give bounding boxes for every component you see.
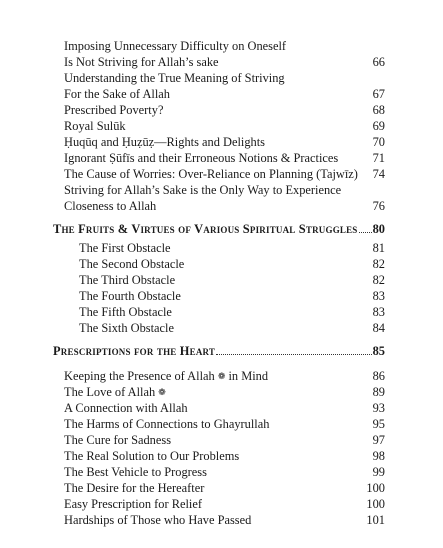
- toc-entry-page: 66: [372, 55, 385, 69]
- toc-entry-title: A Connection with Allah: [64, 401, 188, 415]
- toc-entry-page: 82: [372, 257, 385, 271]
- toc-entry-title: The Cure for Sadness: [64, 433, 172, 447]
- toc-entry-title: Closeness to Allah: [64, 199, 157, 213]
- toc-entry: [0, 304, 443, 320]
- toc-entry-page: 82: [372, 273, 385, 287]
- toc-entry: [0, 368, 443, 384]
- toc-entry: [0, 448, 443, 464]
- toc-entry-title: The Sixth Obstacle: [79, 321, 174, 335]
- toc-entry-title: Prescribed Poverty?: [64, 103, 164, 117]
- toc-entry: [0, 416, 443, 432]
- toc-entry-title: The Best Vehicle to Progress: [64, 465, 207, 479]
- ornament-icon: ❁: [217, 371, 226, 381]
- table-of-contents: [0, 38, 443, 528]
- section-title: Prescriptions for the Heart: [53, 344, 216, 358]
- toc-entry: [0, 38, 443, 54]
- toc-entry-page: 99: [372, 465, 385, 479]
- toc-entry: [0, 54, 443, 70]
- toc-entry: [0, 256, 443, 272]
- toc-entry: [0, 198, 443, 214]
- toc-entry: [0, 496, 443, 512]
- toc-entry-page: 74: [372, 167, 385, 181]
- dot-leader: [359, 232, 372, 233]
- toc-entry-title: Hardships of Those who Have Passed: [64, 513, 252, 527]
- toc-entry: [0, 512, 443, 528]
- toc-entry-title: Striving for Allah’s Sake is the Only Way to Experience: [64, 183, 342, 197]
- toc-entry-title: Keeping the Presence of Allah ❁ in Mind: [64, 369, 269, 383]
- toc-entry-page: 100: [366, 497, 385, 511]
- toc-entry-title: Ignorant Ṣūfīs and their Erroneous Notions & Practices: [64, 151, 339, 165]
- toc-entry-page: 100: [366, 481, 385, 495]
- toc-entry: [0, 384, 443, 400]
- toc-entry-title: The Real Solution to Our Problems: [64, 449, 240, 463]
- toc-entry-page: 93: [372, 401, 385, 415]
- toc-entry-page: 97: [372, 433, 385, 447]
- toc-entry-page: 68: [372, 103, 385, 117]
- toc-entry-page: 84: [372, 321, 385, 335]
- toc-entry-title: The Third Obstacle: [79, 273, 176, 287]
- toc-entry-title: Ḥuqūq and Ḥuẓūẓ—Rights and Delights: [64, 135, 265, 149]
- toc-entry-page: 83: [372, 305, 385, 319]
- toc-entry: [0, 432, 443, 448]
- toc-entry-title: Imposing Unnecessary Difficulty on Oneself: [64, 39, 287, 53]
- toc-entry: [0, 288, 443, 304]
- toc-entry-page: 70: [372, 135, 385, 149]
- toc-entry-page: 89: [372, 385, 385, 399]
- toc-entry: [0, 134, 443, 150]
- toc-entry: [0, 150, 443, 166]
- section-heading: [0, 218, 443, 240]
- toc-entry-title: The Second Obstacle: [79, 257, 185, 271]
- toc-entry: [0, 400, 443, 416]
- toc-entry-title: Royal Sulūk: [64, 119, 126, 133]
- toc-entry-page: 83: [372, 289, 385, 303]
- toc-entry: [0, 272, 443, 288]
- toc-entry-page: 69: [372, 119, 385, 133]
- dot-leader: [216, 354, 372, 355]
- toc-entry-page: 67: [372, 87, 385, 101]
- toc-entry: [0, 464, 443, 480]
- toc-entry-title: The First Obstacle: [79, 241, 171, 255]
- toc-entry-title: Understanding the True Meaning of Striving: [64, 71, 285, 85]
- toc-entry-page: 98: [372, 449, 385, 463]
- section-page: 85: [372, 344, 385, 358]
- toc-entry: [0, 240, 443, 256]
- section-title: The Fruits & Virtues of Various Spiritual Struggles: [53, 222, 358, 236]
- toc-entry-page: 86: [372, 369, 385, 383]
- section-heading: [0, 340, 443, 362]
- toc-entry-title: The Fifth Obstacle: [79, 305, 172, 319]
- toc-entry-page: 76: [372, 199, 385, 213]
- toc-entry-title: Easy Prescription for Relief: [64, 497, 202, 511]
- toc-entry: [0, 102, 443, 118]
- toc-entry: [0, 166, 443, 182]
- toc-entry-title: For the Sake of Allah: [64, 87, 170, 101]
- toc-entry-title: Is Not Striving for Allah’s sake: [64, 55, 219, 69]
- toc-entry: [0, 480, 443, 496]
- ornament-icon: ❁: [158, 387, 166, 397]
- toc-entry: [0, 182, 443, 198]
- toc-entry-page: 71: [372, 151, 385, 165]
- toc-entry-title: The Harms of Connections to Ghayrullah: [64, 417, 270, 431]
- section-page: 80: [372, 222, 385, 236]
- toc-entry: [0, 86, 443, 102]
- toc-entry-title: The Cause of Worries: Over-Reliance on Planning (Tajwīz): [64, 167, 358, 181]
- toc-entry-title: The Fourth Obstacle: [79, 289, 181, 303]
- toc-entry: [0, 118, 443, 134]
- toc-entry: [0, 70, 443, 86]
- toc-entry-page: 101: [366, 513, 385, 527]
- toc-entry-page: 95: [372, 417, 385, 431]
- toc-entry: [0, 320, 443, 336]
- toc-entry-page: 81: [372, 241, 385, 255]
- toc-entry-title: The Love of Allah ❁: [64, 385, 166, 399]
- toc-entry-title: The Desire for the Hereafter: [64, 481, 205, 495]
